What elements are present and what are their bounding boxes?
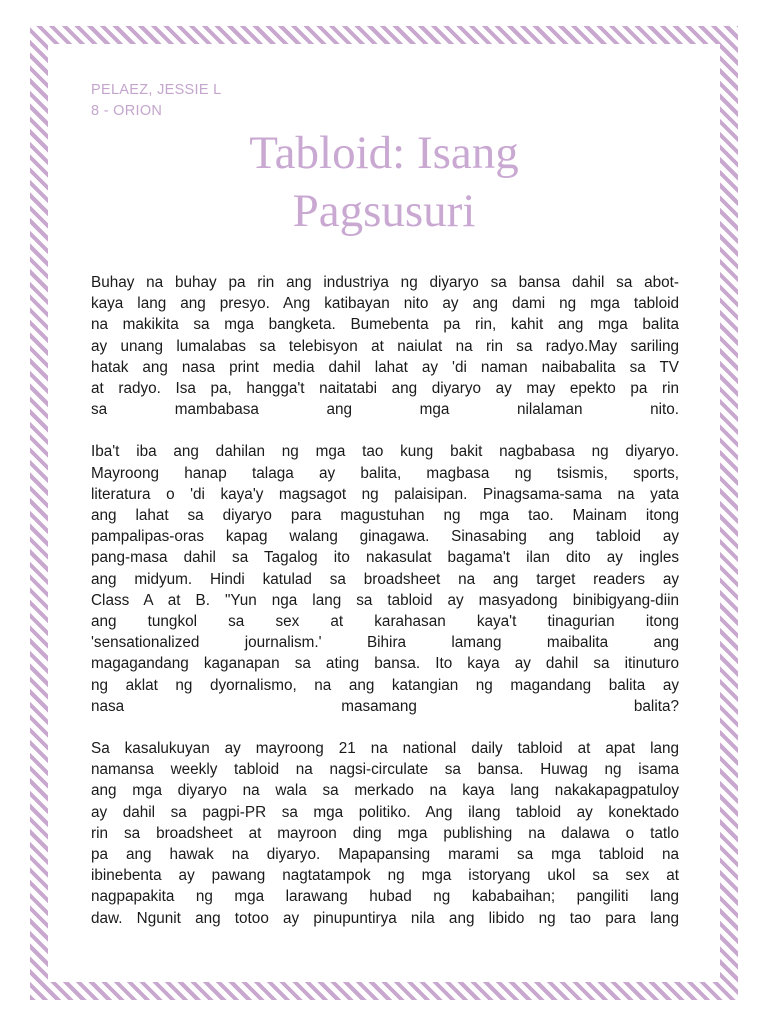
paragraph-line: sa mambabasa ang mga nilalaman nito. bbox=[91, 401, 679, 419]
title-line-1: Tabloid: Isang bbox=[249, 127, 519, 179]
paragraph-line: daw. Ngunit ang totoo ay pinupuntirya nila ang libido ng tao para lang bbox=[91, 909, 679, 927]
paragraph-line: pampalipas-oras kapag walang ginagawa. Sinasabing ang tabloid ay bbox=[91, 528, 679, 546]
paragraph-line: Iba't iba ang dahilan ng mga tao kung bakit nagbabasa ng diyaryo. bbox=[91, 443, 679, 461]
paragraph-line: ang mga diyaryo na wala sa merkado na kaya lang nakakapagpatuloy bbox=[91, 782, 679, 800]
title-line-2: Pagsusuri bbox=[292, 185, 476, 237]
paragraph bbox=[91, 272, 679, 420]
paragraph-line: ang lahat sa diyaryo para magustuhan ng mga tao. Mainam itong bbox=[91, 507, 679, 525]
paragraph-line: ang midyum. Hindi katulad sa broadsheet na ang target readers ay bbox=[91, 570, 679, 588]
paragraph-line: rin sa broadsheet at mayroon ding mga publishing na dalawa o tatlo bbox=[91, 824, 679, 842]
paragraph-line: nasa masamang balita? bbox=[91, 697, 679, 715]
author-section: 8 - ORION bbox=[91, 103, 163, 119]
paragraph-line: kaya lang ang presyo. Ang katibayan nito ay ang dami ng mga tabloid bbox=[91, 295, 679, 313]
paragraph-line: magagandang kaganapan sa ating bansa. Ito kaya ay dahil sa itinuturo bbox=[91, 655, 679, 673]
paragraph-line: hatak ang nasa print media dahil lahat ay 'di naman naibabalita sa TV bbox=[91, 358, 679, 376]
paragraph-line: ibinebenta ay pawang nagtatampok ng mga istoryang ukol sa sex at bbox=[91, 867, 679, 885]
paragraph-line: pang-masa dahil sa Tagalog ito nakasulat bagama't ilan dito ay ingles bbox=[91, 549, 679, 567]
paragraph bbox=[91, 738, 679, 929]
paragraph-line: namansa weekly tabloid na nagsi-circulate sa bansa. Huwag ng isama bbox=[91, 761, 679, 779]
paragraph-line: Mayroong hanap talaga ay balita, magbasa ng tsismis, sports, bbox=[91, 464, 679, 482]
paragraph-line: ang tungkol sa sex at karahasan kaya't tinagurian itong bbox=[91, 613, 679, 631]
paragraph-line: ng aklat ng dyornalismo, na ang katangian ng magandang balita ay bbox=[91, 676, 679, 694]
paragraph-line: ay dahil sa pagpi-PR sa mga politiko. Ang ilang tabloid ay konektado bbox=[91, 803, 679, 821]
paragraph-line: na makikita sa mga bangketa. Bumebenta pa rin, kahit ang mga balita bbox=[91, 316, 679, 334]
paragraph-line: nagpapakita ng mga larawang hubad ng kababaihan; pangiliti lang bbox=[91, 888, 679, 906]
paragraph-line: Buhay na buhay pa rin ang industriya ng diyaryo sa bansa dahil sa abot- bbox=[91, 274, 679, 291]
paragraph-line: pa ang hawak na diyaryo. Mapapansing marami sa mga tabloid na bbox=[91, 846, 679, 864]
author-name: PELAEZ, JESSIE L bbox=[91, 82, 222, 98]
paragraph-line: ay unang lumalabas sa telebisyon at naiulat na rin sa radyo.May sariling bbox=[91, 337, 679, 355]
paragraph-line: 'sensationalized journalism.' Bihira lamang maibalita ang bbox=[91, 634, 679, 652]
paragraph bbox=[91, 441, 679, 717]
paragraph-line: Class A at B. "Yun nga lang sa tabloid ay masyadong binibigyang-diin bbox=[91, 591, 679, 609]
paragraph-line: at radyo. Isa pa, hangga't naitatabi ang diyaryo ay may epekto pa rin bbox=[91, 380, 679, 398]
page-title bbox=[91, 124, 677, 240]
paragraph-line: literatura o 'di kaya'y magsagot ng palaisipan. Pinagsama-sama na yata bbox=[91, 485, 679, 503]
paragraph-line: Sa kasalukuyan ay mayroong 21 na national daily tabloid at apat lang bbox=[91, 740, 679, 758]
author-block bbox=[91, 80, 222, 122]
article-body bbox=[91, 272, 679, 950]
